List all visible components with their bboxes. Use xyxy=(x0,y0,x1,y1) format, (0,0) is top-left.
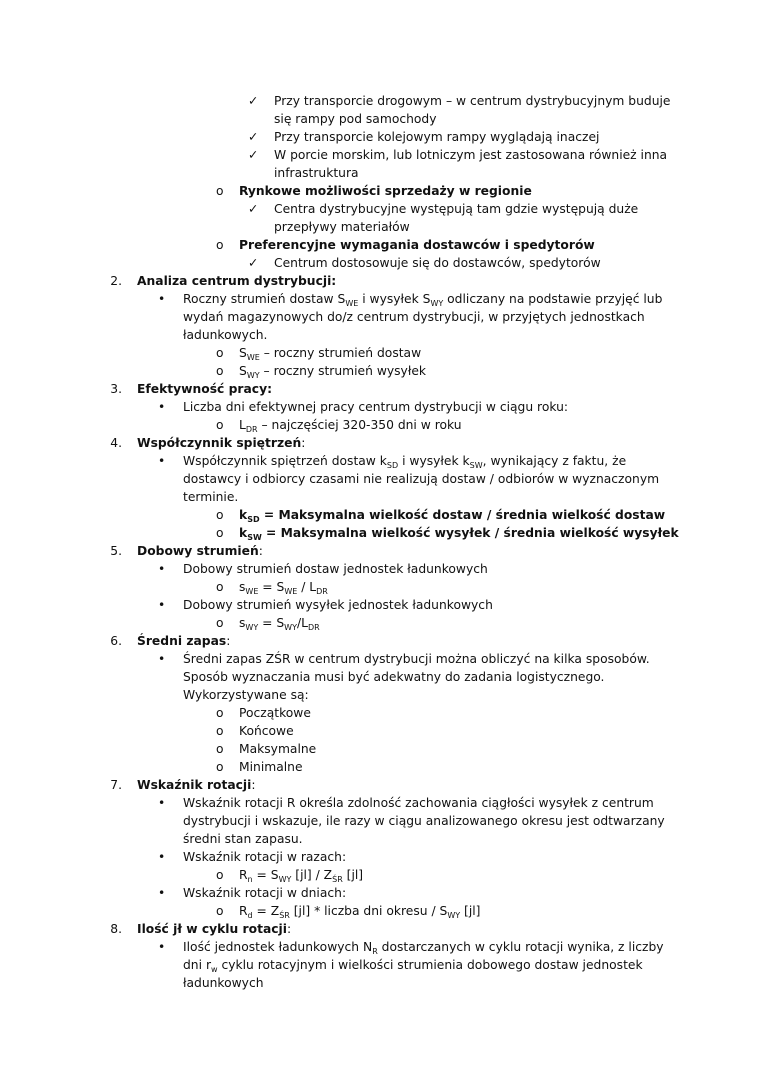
bullet-icon: • xyxy=(158,652,166,666)
text-line-cont: przepływy materiałów xyxy=(274,220,410,234)
check-item: ✓ Przy transporcie kolejowym rampy wyglądają inaczej xyxy=(248,130,600,144)
check-item xyxy=(0,92,760,110)
text-line-cont: się rampy pod samochody xyxy=(274,112,437,126)
bullet-item: • Liczba dni efektywnej pracy centrum dystrybucji w ciągu roku: xyxy=(158,400,569,414)
subheading: Preferencyjne wymagania dostawców i spedytorów xyxy=(239,238,595,252)
bullet-item: • Współczynnik spiętrzeń dostaw $k_{SD}$ i wysyłek $k_{SW}$, wynikający z faktu, że xyxy=(158,454,627,470)
bullet-icon: • xyxy=(158,598,166,612)
circle-bullet-icon: o xyxy=(216,706,224,720)
circle-bullet-icon: o xyxy=(216,184,224,198)
circle-item xyxy=(0,578,760,596)
circle-bullet-icon: o xyxy=(216,346,224,360)
bullet-item: • Wskaźnik rotacji w dniach: xyxy=(158,886,347,900)
section-number: 6. xyxy=(110,634,122,648)
bullet-icon: • xyxy=(158,850,166,864)
circle-item: o Minimalne xyxy=(216,760,303,774)
circle-bullet-icon: o xyxy=(216,760,224,774)
bullet-icon: • xyxy=(158,292,166,306)
circle-item: o $L_{DR}$ – najczęściej 320-350 dni w roku xyxy=(216,418,462,434)
text-line: Przy transporcie drogowym – w centrum dystrybucyjnym buduje xyxy=(274,94,671,108)
circle-item xyxy=(0,614,760,632)
check-item: ✓ Centrum dostosowuje się do dostawców, spedytorów xyxy=(248,256,601,270)
bullet-icon: • xyxy=(158,562,166,576)
circle-item xyxy=(0,506,760,524)
circle-item: o $S_{WY}$ – roczny strumień wysyłek xyxy=(216,364,427,380)
bullet-item: • Wskaźnik rotacji R określa zdolność zachowania ciągłości wysyłek z centrum xyxy=(158,796,654,810)
section-title: Dobowy strumień xyxy=(137,544,259,558)
circle-item xyxy=(0,902,760,920)
circle-bullet-icon: o xyxy=(216,904,224,918)
circle-bullet-icon: o xyxy=(216,418,224,432)
check-mark-icon: ✓ xyxy=(248,130,259,144)
section-number: 4. xyxy=(110,436,122,450)
bullet-icon: • xyxy=(158,796,166,810)
bullet-item: • Dobowy strumień dostaw jednostek ładunkowych xyxy=(158,562,488,576)
circle-bullet-icon: o xyxy=(216,868,224,882)
section-heading: 5. Dobowy strumień: xyxy=(0,542,760,560)
bullet-icon: • xyxy=(158,940,166,954)
text-line-cont: Sposób wyznaczania musi być adekwatny do zadania logistycznego. xyxy=(183,670,605,684)
subheading: Rynkowe możliwości sprzedaży w regionie xyxy=(239,184,532,198)
circle-bullet-icon: o xyxy=(216,364,224,378)
text-line-cont: ładunkowych xyxy=(183,976,264,990)
text-line-cont: dni $r_w$ cyklu rotacyjnym i wielkości strumienia dobowego dostaw jednostek xyxy=(183,958,643,974)
section-number: 7. xyxy=(110,778,122,792)
section-title: Średni zapas xyxy=(137,634,227,648)
bullet-item: • Dobowy strumień wysyłek jednostek ładunkowych xyxy=(158,598,493,612)
text-line-cont: dostawcy i odbiorcy czasami nie realizują dostaw / odbiorów w wyznaczonym xyxy=(183,472,660,486)
formula: $R_d = Z_{ŚR}$ [jl] * liczba dni okresu / $S_{WY}$ [jl] xyxy=(239,904,481,920)
text-line-cont: infrastruktura xyxy=(274,166,359,180)
check-mark-icon: ✓ xyxy=(248,148,259,162)
section-title: Analiza centrum dystrybucji: xyxy=(137,274,337,288)
section-title: Ilość jł w cyklu rotacji xyxy=(137,922,287,936)
text-line-cont: Wykorzystywane są: xyxy=(183,688,309,702)
bullet-icon: • xyxy=(158,400,166,414)
bullet-item: • Wskaźnik rotacji w razach: xyxy=(158,850,347,864)
section-number: 3. xyxy=(110,382,122,396)
circle-bullet-icon: o xyxy=(216,526,224,540)
circle-item: o Początkowe xyxy=(216,706,311,720)
circle-item xyxy=(0,182,760,200)
check-item: ✓ W porcie morskim, lub lotniczym jest zastosowana również inna xyxy=(248,148,668,162)
circle-bullet-icon: o xyxy=(216,742,224,756)
section-heading: 6. Średni zapas: xyxy=(0,632,760,650)
circle-bullet-icon: o xyxy=(216,580,224,594)
text-line-cont: średni stan zapasu. xyxy=(183,832,303,846)
circle-bullet-icon: o xyxy=(216,616,224,630)
circle-bullet-icon: o xyxy=(216,508,224,522)
check-item: ✓ Centra dystrybucyjne występują tam gdzie występują duże xyxy=(248,202,639,216)
section-title: Efektywność pracy: xyxy=(137,382,273,396)
formula: $k_{SW}$ = Maksymalna wielkość wysyłek / średnia wielkość wysyłek xyxy=(239,526,679,542)
text-line-cont: wydań magazynowych do/z centrum dystrybucji, w przyjętych jednostkach xyxy=(183,310,645,324)
formula: $s_{WE} = S_{WE} / L_{DR}$ xyxy=(239,580,328,596)
bullet-item: • Ilość jednostek ładunkowych $N_R$ dostarczanych w cyklu rotacji wynika, z liczby xyxy=(158,940,664,956)
check-mark-icon: ✓ xyxy=(248,202,259,216)
section-heading: 8. Ilość jł w cyklu rotacji: xyxy=(0,920,760,938)
text-line-cont: dystrybucji i wskazuje, ile razy w ciągu analizowanego okresu jest odtwarzany xyxy=(183,814,665,828)
bullet-item: • Roczny strumień dostaw $S_{WE}$ i wysyłek $S_{WY}$ odliczany na podstawie przyjęć lub xyxy=(158,292,663,308)
formula: $R_n = S_{WY}$ $[jl] / Z_{ŚR}$ [jl] xyxy=(239,868,364,884)
section-title: Współczynnik spiętrzeń xyxy=(137,436,302,450)
circle-bullet-icon: o xyxy=(216,724,224,738)
formula: $s_{WY} = S_{WY}/L_{DR}$ xyxy=(239,616,320,632)
bullet-item: • Średni zapas ZŚR w centrum dystrybucji można obliczyć na kilka sposobów. xyxy=(158,652,650,666)
section-number: 5. xyxy=(110,544,122,558)
circle-item xyxy=(0,524,760,542)
bullet-icon: • xyxy=(158,886,166,900)
section-heading: 4. Współczynnik spiętrzeń: xyxy=(0,434,760,452)
circle-item: o Końcowe xyxy=(216,724,294,738)
text-line-cont: terminie. xyxy=(183,490,239,504)
section-number: 2. xyxy=(110,274,122,288)
circle-bullet-icon: o xyxy=(216,238,224,252)
section-heading: 7. Wskaźnik rotacji: xyxy=(0,776,760,794)
formula: $k_{SD}$ = Maksymalna wielkość dostaw / średnia wielkość dostaw xyxy=(239,508,666,524)
circle-item: o $S_{WE}$ – roczny strumień dostaw xyxy=(216,346,422,362)
section-heading xyxy=(0,272,760,290)
section-title: Wskaźnik rotacji xyxy=(137,778,252,792)
text-line-cont: ładunkowych. xyxy=(183,328,268,342)
section-heading xyxy=(0,380,760,398)
bullet-icon: • xyxy=(158,454,166,468)
check-mark-icon: ✓ xyxy=(248,94,259,108)
circle-item: o Maksymalne xyxy=(216,742,317,756)
check-mark-icon: ✓ xyxy=(248,256,259,270)
circle-item xyxy=(0,236,760,254)
section-number: 8. xyxy=(110,922,122,936)
circle-item xyxy=(0,866,760,884)
